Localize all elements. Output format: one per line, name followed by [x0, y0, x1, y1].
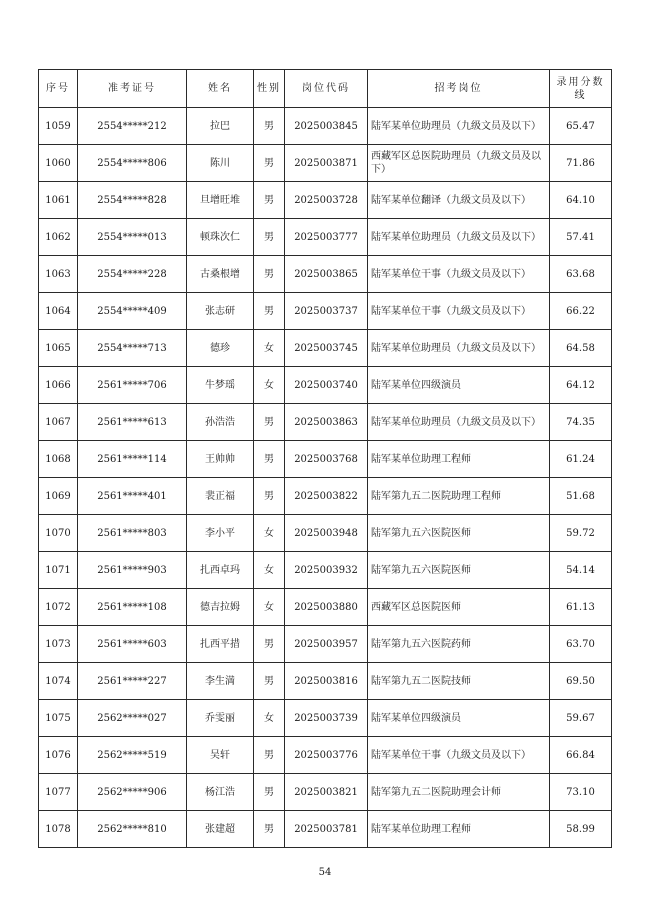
cell-post-code: 2025003871 [285, 145, 368, 182]
cell-name: 乔雯丽 [187, 700, 254, 737]
cell-score: 71.86 [550, 145, 612, 182]
cell-gender: 男 [254, 404, 285, 441]
cell-seq: 1078 [39, 811, 78, 848]
cell-gender: 男 [254, 256, 285, 293]
cell-post: 陆军第九五二医院助理工程师 [368, 478, 550, 515]
cell-ticket-number: 2561*****401 [78, 478, 187, 515]
cell-post: 陆军某单位四级演员 [368, 700, 550, 737]
cell-post: 陆军某单位助理员（九级文员及以下） [368, 330, 550, 367]
cell-post: 陆军第九五六医院医师 [368, 515, 550, 552]
cell-post-code: 2025003932 [285, 552, 368, 589]
cell-seq: 1068 [39, 441, 78, 478]
cell-ticket-number: 2554*****713 [78, 330, 187, 367]
cell-post: 西藏军区总医院助理员（九级文员及以下） [368, 145, 550, 182]
cell-seq: 1061 [39, 182, 78, 219]
table-row [39, 700, 612, 737]
table-row [39, 515, 612, 552]
cell-post: 陆军第九五二医院技师 [368, 663, 550, 700]
cell-name: 扎西卓玛 [187, 552, 254, 589]
cell-post-code: 2025003728 [285, 182, 368, 219]
cell-ticket-number: 2561*****803 [78, 515, 187, 552]
header-score: 录用分数线 [550, 70, 612, 108]
cell-ticket-number: 2554*****409 [78, 293, 187, 330]
cell-seq: 1069 [39, 478, 78, 515]
cell-score: 63.68 [550, 256, 612, 293]
cell-score: 74.35 [550, 404, 612, 441]
cell-name: 王帅帅 [187, 441, 254, 478]
cell-seq: 1073 [39, 626, 78, 663]
page-number: 54 [318, 867, 332, 878]
cell-score: 59.67 [550, 700, 612, 737]
cell-score: 73.10 [550, 774, 612, 811]
table-row [39, 626, 612, 663]
cell-score: 57.41 [550, 219, 612, 256]
cell-post-code: 2025003776 [285, 737, 368, 774]
cell-gender: 女 [254, 700, 285, 737]
cell-name: 德吉拉姆 [187, 589, 254, 626]
cell-ticket-number: 2561*****706 [78, 367, 187, 404]
cell-post: 陆军某单位干事（九级文员及以下） [368, 737, 550, 774]
cell-gender: 男 [254, 774, 285, 811]
cell-name: 德珍 [187, 330, 254, 367]
cell-gender: 女 [254, 552, 285, 589]
table-row [39, 404, 612, 441]
table-row [39, 589, 612, 626]
table-row [39, 330, 612, 367]
cell-ticket-number: 2554*****212 [78, 108, 187, 145]
table-row [39, 182, 612, 219]
header-name: 姓名 [187, 70, 254, 108]
cell-post: 陆军第九五六医院医师 [368, 552, 550, 589]
cell-ticket-number: 2561*****108 [78, 589, 187, 626]
cell-post: 陆军第九五二医院助理会计师 [368, 774, 550, 811]
header-post: 招考岗位 [368, 70, 550, 108]
cell-score: 69.50 [550, 663, 612, 700]
cell-score: 65.47 [550, 108, 612, 145]
cell-name: 吴轩 [187, 737, 254, 774]
cell-gender: 女 [254, 589, 285, 626]
cell-ticket-number: 2561*****903 [78, 552, 187, 589]
cell-gender: 男 [254, 145, 285, 182]
cell-post-code: 2025003948 [285, 515, 368, 552]
cell-post-code: 2025003781 [285, 811, 368, 848]
cell-score: 66.84 [550, 737, 612, 774]
cell-score: 58.99 [550, 811, 612, 848]
table-row [39, 293, 612, 330]
cell-post: 陆军某单位助理员（九级文员及以下） [368, 108, 550, 145]
cell-name: 孙浩浩 [187, 404, 254, 441]
cell-seq: 1074 [39, 663, 78, 700]
cell-score: 61.24 [550, 441, 612, 478]
cell-score: 64.58 [550, 330, 612, 367]
table-row [39, 478, 612, 515]
table-row [39, 367, 612, 404]
cell-ticket-number: 2562*****027 [78, 700, 187, 737]
cell-name: 张志研 [187, 293, 254, 330]
cell-post-code: 2025003737 [285, 293, 368, 330]
cell-post-code: 2025003777 [285, 219, 368, 256]
cell-post-code: 2025003863 [285, 404, 368, 441]
cell-post-code: 2025003957 [285, 626, 368, 663]
cell-gender: 男 [254, 737, 285, 774]
table-row [39, 108, 612, 145]
cell-seq: 1060 [39, 145, 78, 182]
cell-ticket-number: 2562*****906 [78, 774, 187, 811]
cell-seq: 1067 [39, 404, 78, 441]
cell-post: 西藏军区总医院医师 [368, 589, 550, 626]
header-row [39, 70, 612, 108]
cell-post-code: 2025003821 [285, 774, 368, 811]
cell-name: 杨江浩 [187, 774, 254, 811]
cell-score: 51.68 [550, 478, 612, 515]
table-row [39, 256, 612, 293]
cell-name: 李小平 [187, 515, 254, 552]
cell-ticket-number: 2561*****227 [78, 663, 187, 700]
header-seq: 序号 [39, 70, 78, 108]
cell-seq: 1076 [39, 737, 78, 774]
cell-ticket-number: 2554*****013 [78, 219, 187, 256]
header-post-code: 岗位代码 [285, 70, 368, 108]
cell-post-code: 2025003739 [285, 700, 368, 737]
cell-score: 63.70 [550, 626, 612, 663]
cell-post-code: 2025003880 [285, 589, 368, 626]
cell-post: 陆军某单位四级演员 [368, 367, 550, 404]
cell-name: 古桑根增 [187, 256, 254, 293]
cell-gender: 男 [254, 441, 285, 478]
cell-seq: 1077 [39, 774, 78, 811]
cell-seq: 1059 [39, 108, 78, 145]
cell-gender: 男 [254, 293, 285, 330]
cell-name: 扎西平措 [187, 626, 254, 663]
cell-score: 59.72 [550, 515, 612, 552]
cell-post-code: 2025003845 [285, 108, 368, 145]
cell-ticket-number: 2561*****603 [78, 626, 187, 663]
cell-gender: 男 [254, 219, 285, 256]
cell-ticket-number: 2554*****228 [78, 256, 187, 293]
cell-post: 陆军第九五六医院药师 [368, 626, 550, 663]
cell-seq: 1063 [39, 256, 78, 293]
cell-name: 李生満 [187, 663, 254, 700]
cell-ticket-number: 2562*****810 [78, 811, 187, 848]
cell-gender: 男 [254, 811, 285, 848]
cell-score: 66.22 [550, 293, 612, 330]
cell-score: 61.13 [550, 589, 612, 626]
cell-gender: 男 [254, 478, 285, 515]
header-ticket-number: 准考证号 [78, 70, 187, 108]
cell-gender: 女 [254, 367, 285, 404]
table-row [39, 145, 612, 182]
header-gender: 性别 [254, 70, 285, 108]
cell-post-code: 2025003865 [285, 256, 368, 293]
cell-seq: 1075 [39, 700, 78, 737]
cell-score: 64.10 [550, 182, 612, 219]
table-row [39, 219, 612, 256]
table-row [39, 441, 612, 478]
cell-post: 陆军某单位助理工程师 [368, 811, 550, 848]
cell-post: 陆军某单位干事（九级文员及以下） [368, 256, 550, 293]
cell-ticket-number: 2561*****613 [78, 404, 187, 441]
table-row [39, 663, 612, 700]
cell-post-code: 2025003816 [285, 663, 368, 700]
cell-seq: 1066 [39, 367, 78, 404]
cell-seq: 1070 [39, 515, 78, 552]
table-row [39, 737, 612, 774]
table-row [39, 552, 612, 589]
cell-gender: 男 [254, 182, 285, 219]
cell-post: 陆军某单位助理工程师 [368, 441, 550, 478]
cell-name: 裴正福 [187, 478, 254, 515]
cell-post-code: 2025003822 [285, 478, 368, 515]
cell-seq: 1072 [39, 589, 78, 626]
cell-name: 牛梦瑶 [187, 367, 254, 404]
cell-post: 陆军某单位翻译（九级文员及以下） [368, 182, 550, 219]
cell-gender: 女 [254, 515, 285, 552]
table-row [39, 774, 612, 811]
cell-name: 陈川 [187, 145, 254, 182]
cell-ticket-number: 2561*****114 [78, 441, 187, 478]
cell-gender: 男 [254, 663, 285, 700]
cell-seq: 1062 [39, 219, 78, 256]
cell-name: 拉巴 [187, 108, 254, 145]
cell-gender: 女 [254, 330, 285, 367]
cell-ticket-number: 2554*****806 [78, 145, 187, 182]
cell-ticket-number: 2554*****828 [78, 182, 187, 219]
cell-name: 张建超 [187, 811, 254, 848]
cell-post-code: 2025003745 [285, 330, 368, 367]
cell-gender: 男 [254, 108, 285, 145]
cell-post: 陆军某单位助理员（九级文员及以下） [368, 404, 550, 441]
cell-post-code: 2025003768 [285, 441, 368, 478]
cell-seq: 1064 [39, 293, 78, 330]
cell-seq: 1065 [39, 330, 78, 367]
cell-post: 陆军某单位干事（九级文员及以下） [368, 293, 550, 330]
cell-gender: 男 [254, 626, 285, 663]
cell-seq: 1071 [39, 552, 78, 589]
results-table [38, 69, 612, 848]
cell-score: 64.12 [550, 367, 612, 404]
cell-post-code: 2025003740 [285, 367, 368, 404]
table-row [39, 811, 612, 848]
cell-score: 54.14 [550, 552, 612, 589]
cell-name: 旦增旺堆 [187, 182, 254, 219]
cell-post: 陆军某单位助理员（九级文员及以下） [368, 219, 550, 256]
cell-name: 顿珠次仁 [187, 219, 254, 256]
cell-ticket-number: 2562*****519 [78, 737, 187, 774]
